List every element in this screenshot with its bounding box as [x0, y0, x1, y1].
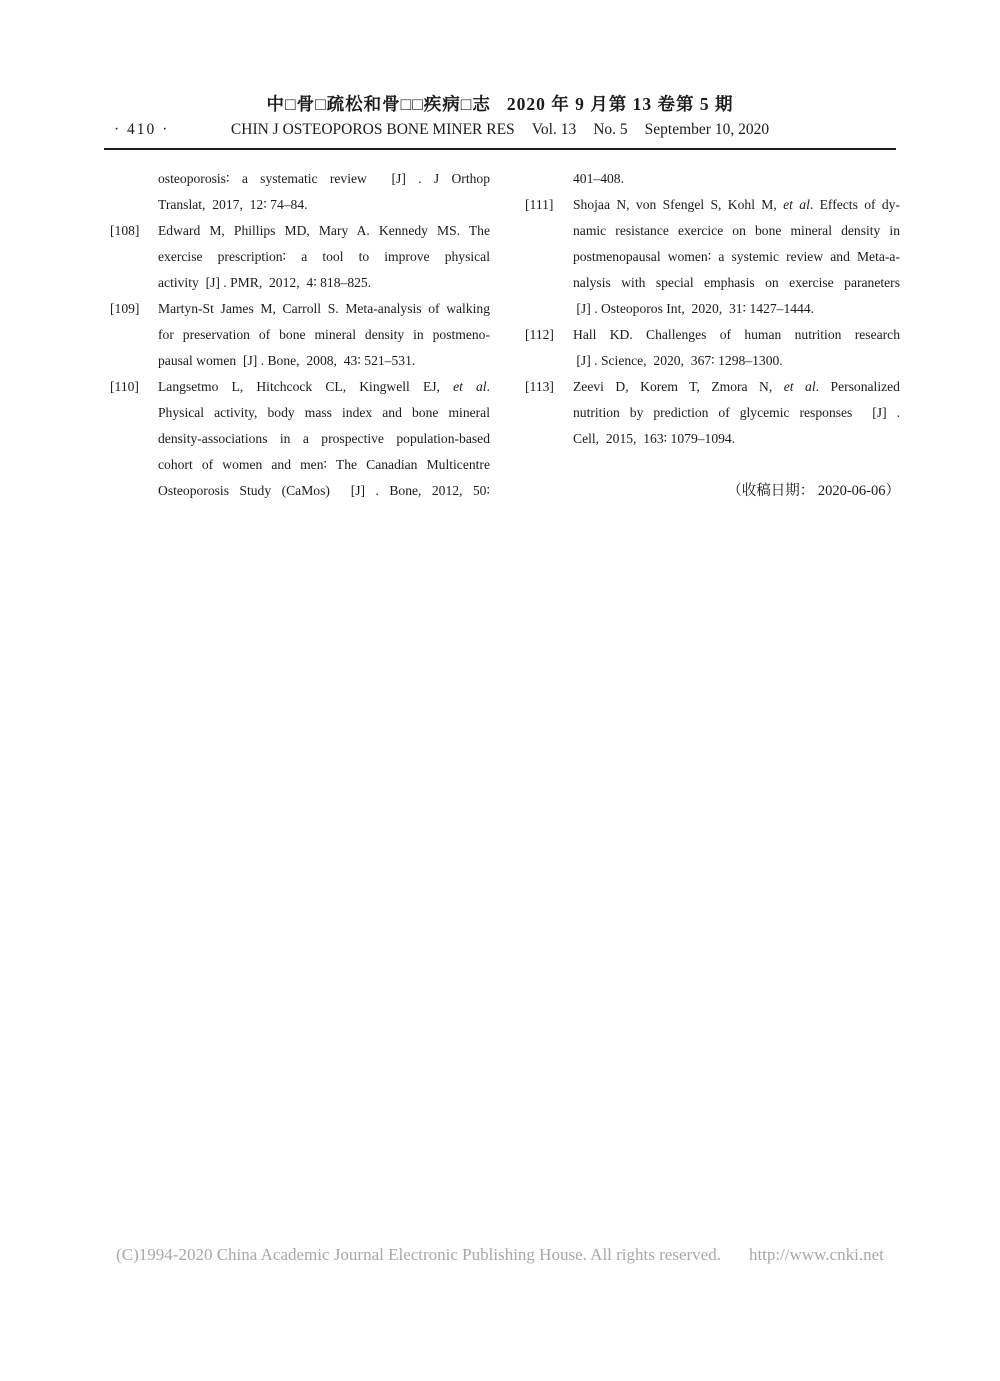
journal-title-en: CHIN J OSTEOPOROS BONE MINER RES [230, 121, 515, 138]
reference-label: [110] [110, 379, 139, 394]
reference-line: Langsetmo L, Hitchcock CL, Kingwell EJ, et al. [158, 379, 490, 394]
reference-label: [109] [110, 301, 140, 316]
reference-line: Cell, 2015, 163∶ 1079–1094. [573, 431, 736, 446]
reference-line: osteoporosis∶ a systematic review [J] . J Orthop [158, 171, 490, 186]
reference-line: Martyn-St James M, Carroll S. Meta-analysis of walking [158, 301, 490, 316]
reference-entry [525, 166, 900, 192]
reference-line: [J] . Science, 2020, 367∶ 1298–1300. [573, 353, 783, 368]
reference-line: for preservation of bone mineral density in postmeno- [158, 327, 490, 342]
reference-label: [111] [525, 197, 554, 212]
reference-label: [108] [110, 223, 140, 238]
reference-entry [110, 218, 490, 296]
journal-title-cn: 中□骨□疏松和骨□□疾病□志 [266, 94, 491, 114]
reference-line: Shojaa N, von Sfengel S, Kohl M, et al. Effects of dy- [573, 197, 900, 212]
reference-line: nalysis with special emphasis on exercise paraneters [573, 275, 900, 290]
reference-line: activity [J] . PMR, 2012, 4∶ 818–825. [158, 275, 372, 290]
reference-label: [112] [525, 327, 554, 342]
right-column-entries [525, 166, 900, 452]
footer-url: http://www.cnki.net [748, 1245, 884, 1264]
reference-line: Edward M, Phillips MD, Mary A. Kennedy MS. The [158, 223, 490, 238]
references-section [110, 166, 1000, 504]
header-chinese-row [0, 0, 1000, 116]
reference-line: Osteoporosis Study (CaMos) [J] . Bone, 2012, 50∶ [158, 483, 490, 498]
header-english-row [0, 118, 1000, 141]
issue-date-label: September 10, 2020 [644, 121, 770, 138]
reference-line: Zeevi D, Korem T, Zmora N, et al. Personalized [573, 379, 900, 394]
page-number: · 410 · [114, 121, 170, 138]
reference-line: exercise prescription∶ a tool to improve physical [158, 249, 490, 264]
reference-line: nutrition by prediction of glycemic responses [J] . [573, 405, 900, 420]
copyright-text: (C)1994-2020 China Academic Journal Electronic Publishing House. All rights reserved. [116, 1245, 721, 1264]
reference-entry [525, 322, 900, 374]
reference-entry [525, 374, 900, 452]
right-column [525, 166, 900, 504]
reference-entry [110, 296, 490, 374]
issue-info-cn: 2020 年 9 月第 13 卷第 5 期 [506, 94, 734, 114]
reference-line: namic resistance exercice on bone mineral density in [573, 223, 900, 238]
reference-line: [J] . Osteoporos Int, 2020, 31∶ 1427–1444. [573, 301, 815, 316]
issue-number-label: No. 5 [593, 121, 628, 138]
reference-line: pausal women [J] . Bone, 2008, 43∶ 521–531. [158, 353, 416, 368]
reference-line: Hall KD. Challenges of human nutrition research [573, 327, 900, 342]
reference-entry [110, 166, 490, 218]
reference-entry [525, 192, 900, 322]
left-column-entries [110, 166, 490, 504]
reference-line: Physical activity, body mass index and bone mineral [158, 405, 490, 420]
reference-line: postmenopausal women∶ a systemic review and Meta-a- [573, 249, 900, 264]
reference-label: [113] [525, 379, 554, 394]
reference-entry [110, 374, 490, 504]
reference-line: density-associations in a prospective population-based [158, 431, 490, 446]
header-divider [104, 148, 896, 150]
page-footer [0, 1244, 1000, 1266]
volume-label: Vol. 13 [531, 121, 577, 138]
reference-line: cohort of women and men∶ The Canadian Multicentre [158, 457, 490, 472]
reference-line: Translat, 2017, 12∶ 74–84. [158, 197, 308, 212]
left-column [110, 166, 490, 504]
reference-line: 401–408. [573, 171, 624, 186]
received-date: （收稿日期： 2020-06-06） [727, 483, 900, 499]
